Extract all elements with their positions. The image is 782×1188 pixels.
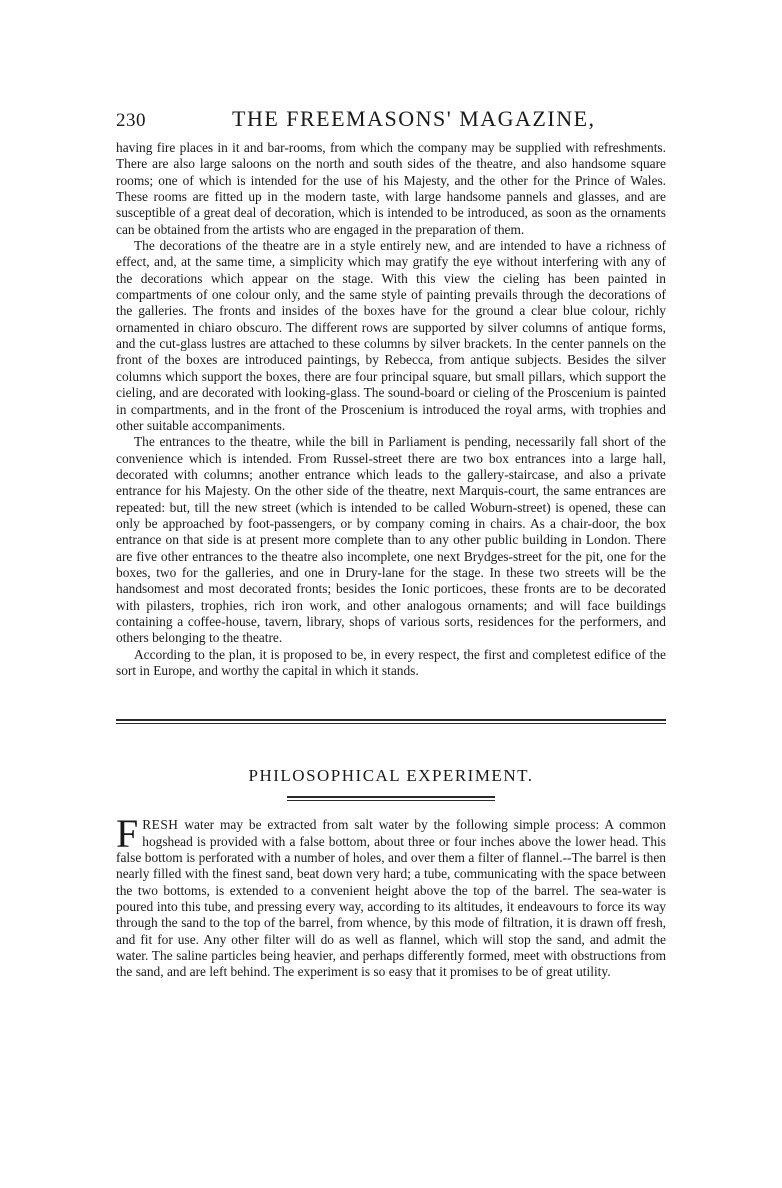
double-rule	[116, 719, 666, 724]
running-head	[116, 106, 666, 140]
document-page	[116, 106, 666, 981]
article-paragraph-3: The entrances to the theatre, while the bill in Parliament is pending, necessarily fall short of the convenience which is intended. From Russel-street there are two box entrances into a large hall, decorated with columns; another entrance which leads to the gallery-staircase, and also a private entrance for his Majesty. On the other side of the theatre, next Marquis-court, the same entrances are repeated: but, till the new street (which is intended to be called Woburn-street) is opened, these can only be approached by foot-passengers, or by company coming in chairs. As a chair-door, the box entrance on that side is at present more complete than to any other public building in London. There are five other entrances to the theatre also incomplete, one next Brydges-street for the pit, one for the boxes, two for the galleries, and one in Drury-lane for the stage. In these two streets will be the handsomest and most decorated fronts; besides the Ionic porticoes, these fronts are to be decorated with pilasters, trophies, rich iron work, and other analogous ornaments; and will face buildings containing a coffee-house, tavern, library, shops of various sorts, residences for the performers, and others belonging to the theatre.	[116, 434, 666, 646]
article-paragraph-2: The decorations of the theatre are in a style entirely new, and are intended to have a richness of effect, and, at the same time, a simplicity which may gratify the eye without interfering with any of the decorations which appear on the stage. With this view the cieling has been painted in compartments of one colour only, and the same style of painting prevails through the decorations of the galleries. The fronts and insides of the boxes have for the ground a clear blue colour, richly ornamented in chiaro obscuro. The different rows are supported by silver columns of antique forms, and the cut-glass lustres are attached to these columns by silver brackets. In the center pannels on the front of the boxes are introduced paintings, by Rebecca, from antique subjects. Besides the silver columns which support the boxes, there are four principal square, but small pillars, which support the cieling, and are decorated with looking-glass. The sound-board or cieling of the Proscenium is painted in compartments, and in the front of the Proscenium is introduced the royal arms, with trophies and other suitable accompaniments.	[116, 238, 666, 433]
opening-caps: RESH	[142, 817, 179, 833]
drop-cap: F	[116, 811, 139, 857]
section-title: PHILOSOPHICAL EXPERIMENT.	[248, 766, 534, 786]
article-paragraph-1: having fire places in it and bar-rooms, from which the company may be supplied with refreshments. There are also large saloons on the north and south sides of the theatre, and also handsome square rooms; one of which is intended for the use of his Majesty, and the other for the Prince of Wales. These rooms are fitted up in the modern taste, with large handsome pannels and glasses, and are susceptible of a great deal of decoration, which is intended to be introduced, as soon as the ornaments can be obtained from the artists who are engaged in the preparation of them.	[116, 140, 666, 237]
article-paragraph-4: According to the plan, it is proposed to be, in every respect, the first and completest edifice of the sort in Europe, and worthy the capital in which it stands.	[116, 646, 666, 678]
experiment-paragraph	[116, 811, 666, 980]
experiment-text: water may be extracted from salt water by the following simple process: A common hogshead is provided with a false bottom, about three or four inches above the lower head. This false bottom is perforated with a number of holes, and over them a filter of flannel.--The barrel is then nearly filled with the finest sand, beat down very hard; a tube, communicating with the space between the two bottoms, is extended to a convenient height above the top of the barrel. The sea-water is poured into this tube, and pressing every way, according to its altitudes, it endeavours to force its way through the sand to the top of the barrel, from whence, by this mode of filtration, it is drawn off fresh, and fit for use. Any other filter will do as well as flannel, which will stop the sand, and admit the water. The saline particles being heavier, and perhaps differently formed, meet with obstructions from the sand, and are left behind. The experiment is so easy that it promises to be of great utility.	[116, 817, 666, 980]
experiment-article	[116, 811, 666, 980]
page-number: 230	[116, 110, 146, 131]
section-divider	[116, 719, 666, 724]
magazine-title: THE FREEMASONS' MAGAZINE,	[232, 106, 596, 131]
article-continued	[116, 140, 666, 679]
title-underline-rule	[287, 796, 495, 801]
